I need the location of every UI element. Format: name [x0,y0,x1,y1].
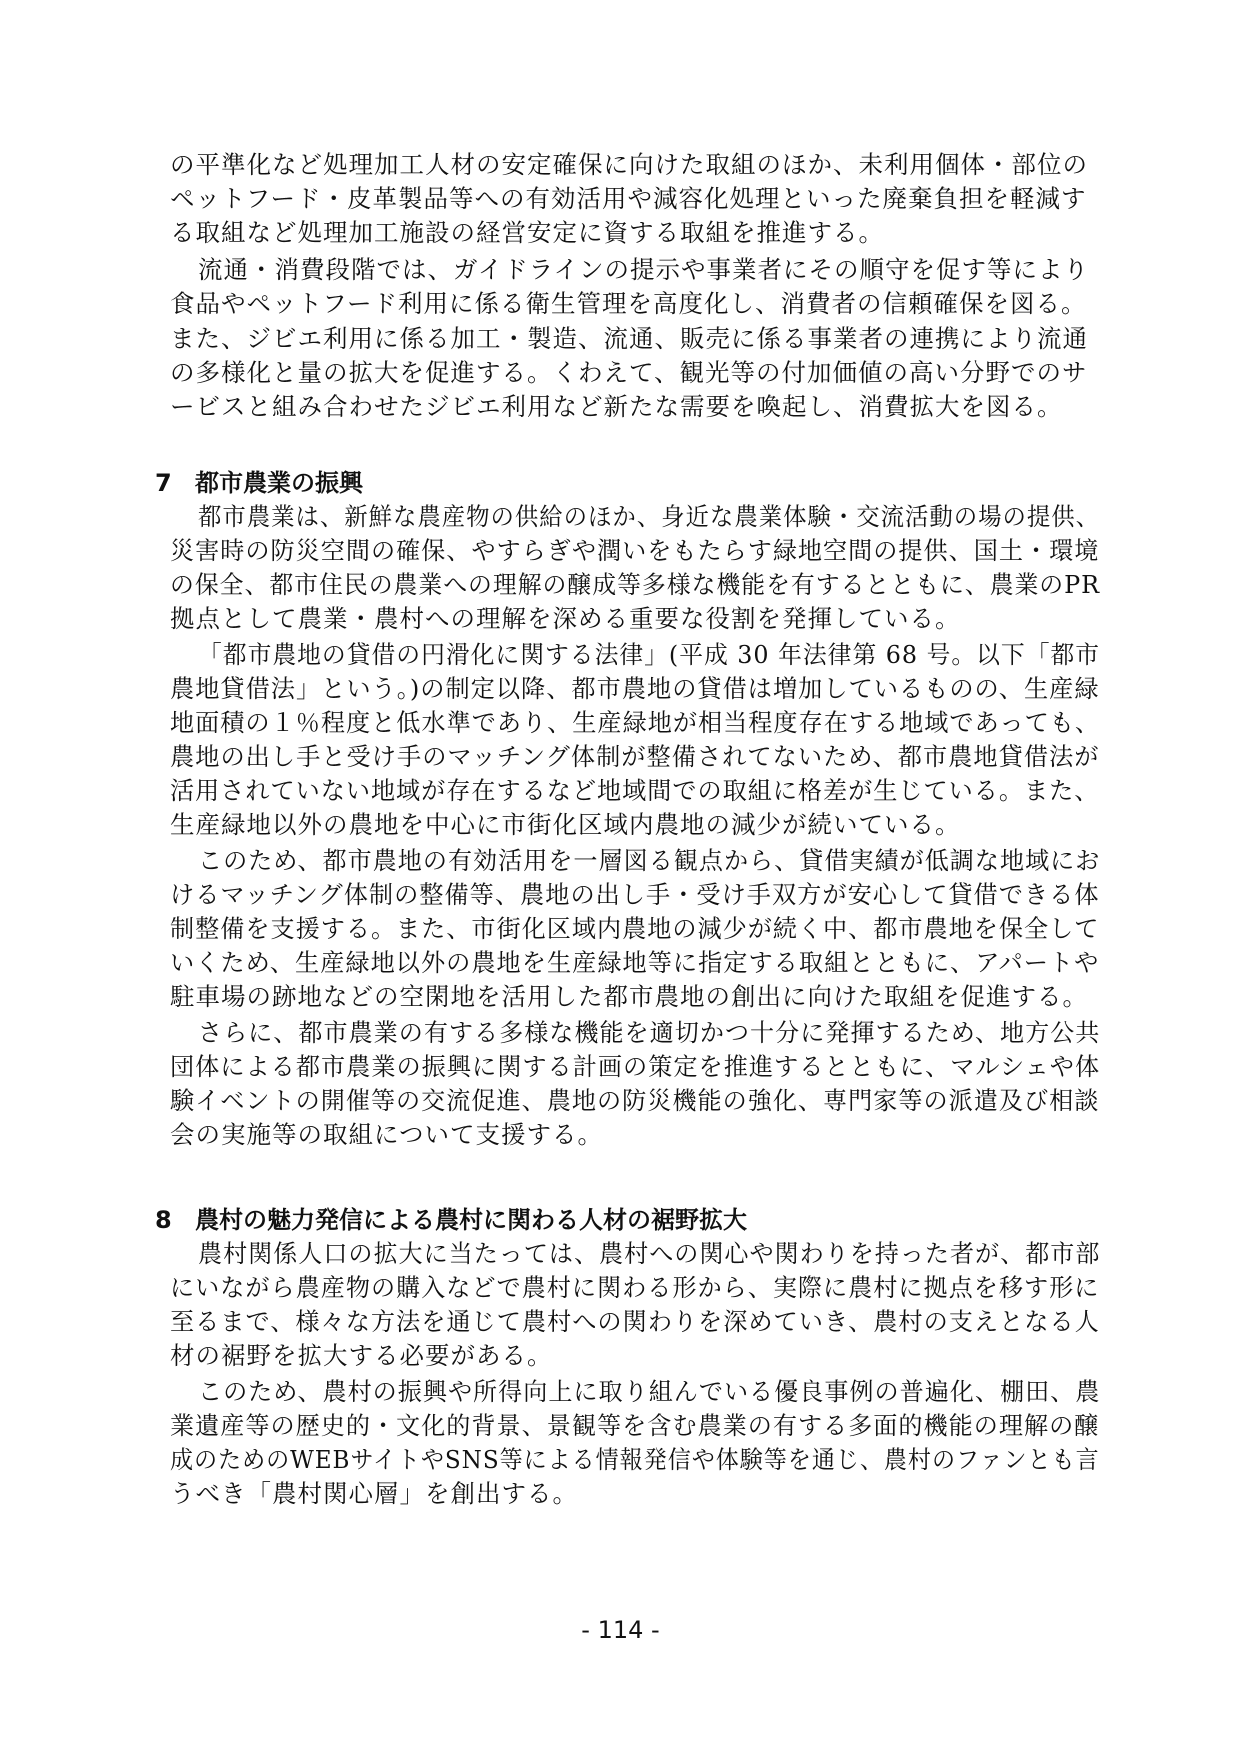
section-number: 8 [155,1206,172,1234]
text-line: 流通・消費段階では、ガイドラインの提示や事業者にその順守を促す等により [198,255,1090,284]
text-line: また、ジビエ利用に係る加工・製造、流通、販売に係る事業者の連携により流通 [170,324,1088,353]
text-line: 拠点として農業・農村への理解を深める重要な役割を発揮している。 [170,604,961,633]
text-line: 「都市農地の貸借の円滑化に関する法律」(平成 30 年法律第 68 号。以下「都市 [198,640,1101,669]
text-line: このため、農村の振興や所得向上に取り組んでいる優良事例の普遍化、棚田、農 [198,1377,1101,1406]
text-line: ービスと組み合わせたジビエ利用など新たな需要を喚起し、消費拡大を図る。 [170,392,1063,421]
text-line: にいながら農産物の購入などで農村に関わる形から、実際に農村に拠点を移す形に [170,1273,1100,1302]
text-line: けるマッチング体制の整備等、農地の出し手・受け手双方が安心して貸借できる体 [170,880,1100,909]
text-line: このため、都市農地の有効活用を一層図る観点から、貸借実績が低調な地域にお [198,846,1101,875]
text-line: さらに、都市農業の有する多様な機能を適切かつ十分に発揮するため、地方公共 [198,1018,1101,1047]
text-line: 農村関係人口の拡大に当たっては、農村への関心や関わりを持った者が、都市部 [198,1239,1101,1268]
text-line: 材の裾野を拡大する必要がある。 [170,1341,553,1370]
text-line: 成のためのWEBサイトやSNS等による情報発信や体験等を通じ、農村のファンとも言 [170,1445,1100,1474]
text-line: 験イベントの開催等の交流促進、農地の防災機能の強化、専門家等の派遣及び相談 [170,1086,1100,1115]
text-line: 駐車場の跡地などの空閑地を活用した都市農地の創出に向けた取組を促進する。 [170,982,1088,1011]
page-number: - 114 - [581,1616,660,1644]
text-line: の保全、都市住民の農業への理解の醸成等多様な機能を有するとともに、農業のPR [170,570,1101,599]
text-line: の多様化と量の拡大を促進する。くわえて、観光等の付加価値の高い分野でのサ [170,358,1088,387]
text-line: 団体による都市農業の振興に関する計画の策定を推進するとともに、マルシェや体 [170,1052,1101,1081]
text-line: うべき「農村関心層」を創出する。 [170,1479,578,1508]
text-line: 制整備を支援する。また、市街化区域内農地の減少が続く中、都市農地を保全して [170,914,1100,943]
section-8-heading [155,1203,747,1237]
section-number: 7 [155,469,172,497]
section-title: 農村の魅力発信による農村に関わる人材の裾野拡大 [195,1206,747,1234]
text-line: 災害時の防災空間の確保、やすらぎや潤いをもたらす緑地空間の提供、国土・環境 [170,536,1100,565]
text-line: 農地貸借法」という。)の制定以降、都市農地の貸借は増加しているものの、生産緑 [170,674,1100,703]
text-line: 業遺産等の歴史的・文化的背景、景観等を含む農業の有する多面的機能の理解の醸 [170,1411,1100,1440]
text-line: る取組など処理加工施設の経営安定に資する取組を推進する。 [170,218,884,247]
section-7-heading [155,466,363,500]
text-line: の平準化など処理加工人材の安定確保に向けた取組のほか、未利用個体・部位の [170,150,1088,179]
text-line: 活用されていない地域が存在するなど地域間での取組に格差が生じている。また、 [170,776,1100,805]
text-line: 地面積の１％程度と低水準であり、生産緑地が相当程度存在する地域であっても、 [170,708,1101,737]
section-title: 都市農業の振興 [195,469,363,497]
text-line: 至るまで、様々な方法を通じて農村への関わりを深めていき、農村の支えとなる人 [170,1307,1100,1336]
text-line: 食品やペットフード利用に係る衛生管理を高度化し、消費者の信頼確保を図る。 [170,289,1087,318]
text-line: 会の実施等の取組について支援する。 [170,1120,604,1149]
text-line: 都市農業は、新鮮な農産物の供給のほか、身近な農業体験・交流活動の場の提供、 [198,502,1100,531]
text-line: ペットフード・皮革製品等への有効活用や減容化処理といった廃棄負担を軽減す [170,184,1087,213]
text-line: いくため、生産緑地以外の農地を生産緑地等に指定する取組とともに、アパートや [170,948,1100,977]
text-line: 農地の出し手と受け手のマッチング体制が整備されてないため、都市農地貸借法が [170,742,1100,771]
text-line: 生産緑地以外の農地を中心に市街化区域内農地の減少が続いている。 [170,810,961,839]
